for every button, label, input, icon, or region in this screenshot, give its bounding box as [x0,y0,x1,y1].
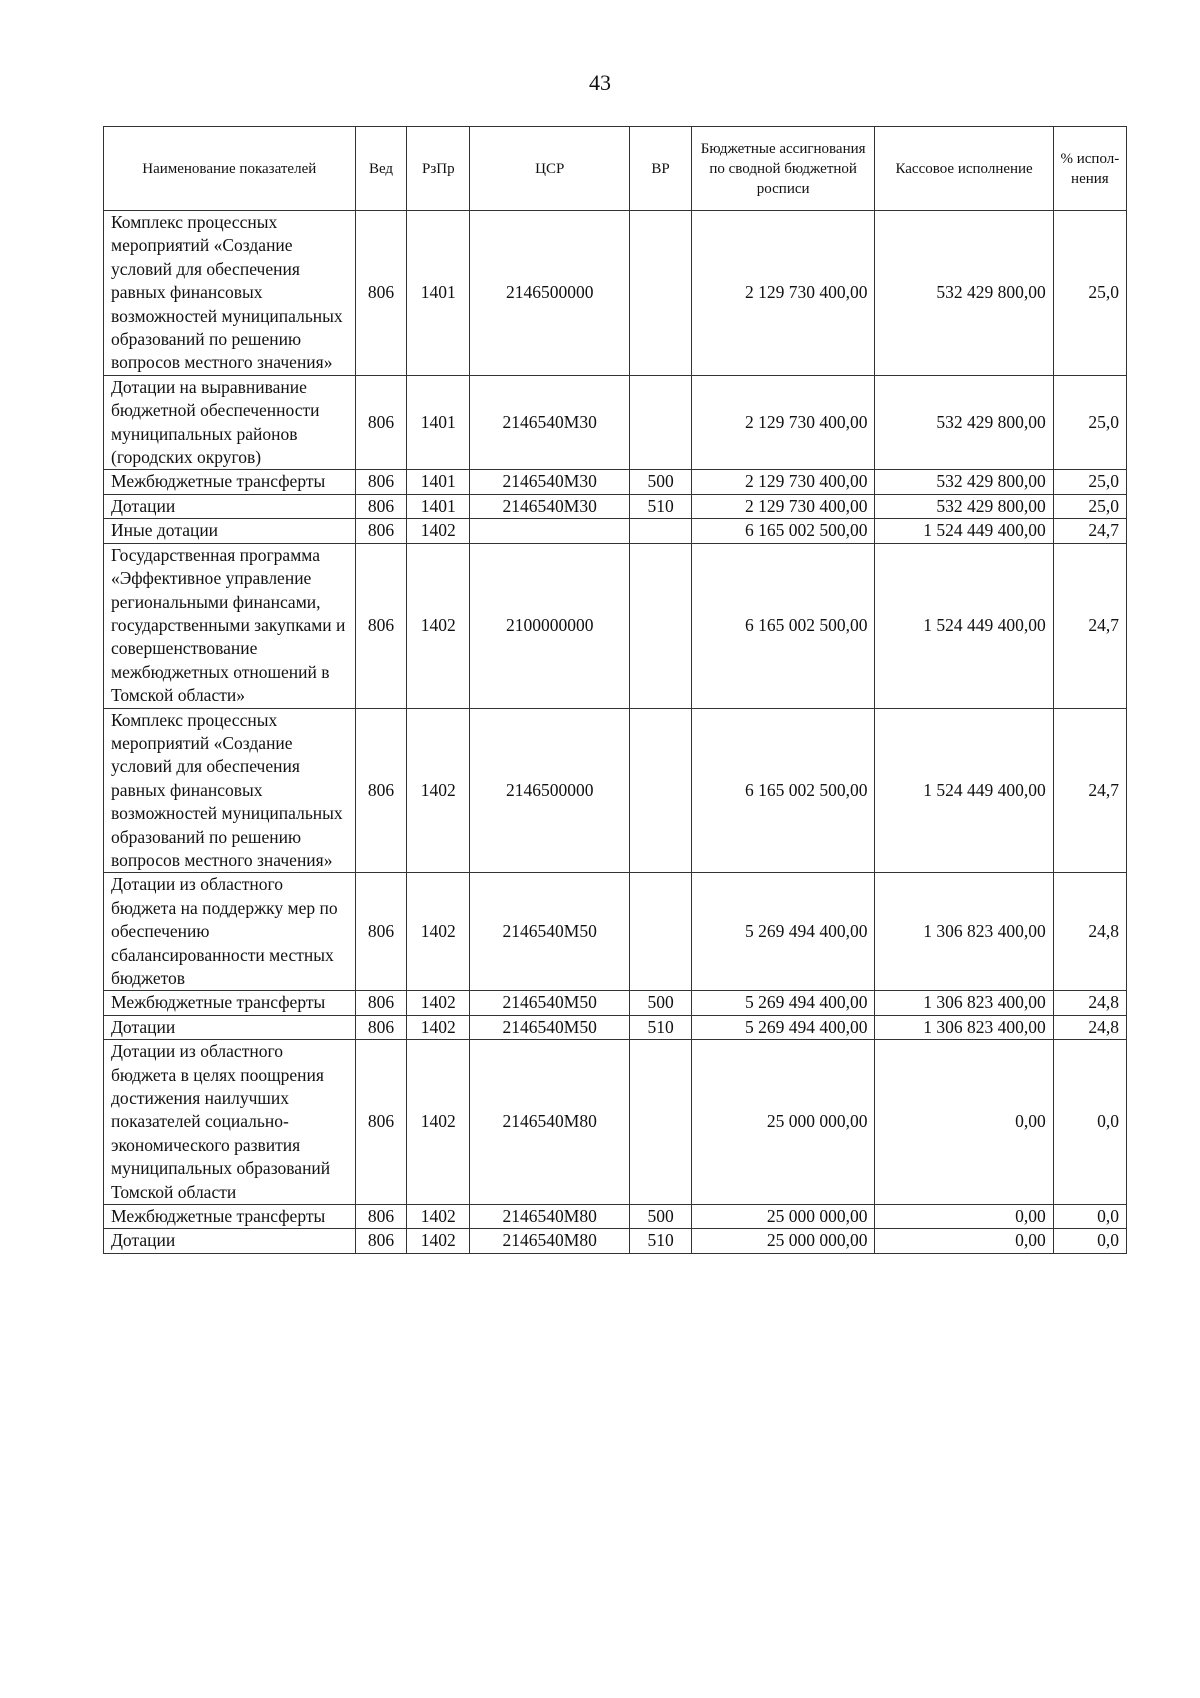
header-ved: Вед [355,127,407,211]
row-name: Государственная программа «Эффективное управление региональными финансами, государственными закупками и совершенствование межбюджетных отношений в Томской области» [104,543,356,708]
row-ved: 806 [355,470,407,494]
row-cash: 1 524 449 400,00 [875,519,1053,543]
table-row [104,543,1127,708]
row-name: Дотации [104,1229,356,1253]
row-percent: 24,7 [1053,708,1126,873]
row-ved: 806 [355,708,407,873]
row-cash: 1 306 823 400,00 [875,873,1053,991]
header-vr: ВР [630,127,692,211]
row-cash: 0,00 [875,1040,1053,1205]
row-ved: 806 [355,543,407,708]
row-csr: 2146540M50 [470,873,630,991]
row-ved: 806 [355,1040,407,1205]
row-percent: 25,0 [1053,470,1126,494]
row-name: Дотации [104,494,356,518]
row-name: Дотации из областного бюджета в целях поощрения достижения наилучших показателей социально-экономического развития муниципальных образований Томской области [104,1040,356,1205]
row-name: Дотации на выравнивание бюджетной обеспеченности муниципальных районов (городских округов) [104,375,356,470]
row-rzpr: 1402 [407,1229,470,1253]
row-percent: 25,0 [1053,375,1126,470]
row-ved: 806 [355,494,407,518]
row-cash: 532 429 800,00 [875,211,1053,376]
row-budget: 2 129 730 400,00 [691,375,875,470]
row-percent: 24,7 [1053,543,1126,708]
table-row [104,1015,1127,1039]
row-budget: 6 165 002 500,00 [691,519,875,543]
table-row [104,1040,1127,1205]
row-ved: 806 [355,375,407,470]
table-row [104,991,1127,1015]
table-row [104,470,1127,494]
header-cash: Кассовое исполнение [875,127,1053,211]
row-ved: 806 [355,873,407,991]
table-row [104,375,1127,470]
row-rzpr: 1402 [407,543,470,708]
row-vr [630,543,692,708]
row-cash: 1 306 823 400,00 [875,1015,1053,1039]
row-budget: 25 000 000,00 [691,1205,875,1229]
row-csr: 2146540M80 [470,1229,630,1253]
table-row [104,211,1127,376]
header-csr: ЦСР [470,127,630,211]
row-name: Комплекс процессных мероприятий «Создание условий для обеспечения равных финансовых возможностей муниципальных образований по решению вопросов местного значения» [104,708,356,873]
header-rzpr: РзПр [407,127,470,211]
row-vr [630,375,692,470]
row-budget: 25 000 000,00 [691,1229,875,1253]
row-name: Межбюджетные трансферты [104,470,356,494]
row-name: Межбюджетные трансферты [104,991,356,1015]
row-rzpr: 1401 [407,211,470,376]
row-budget: 2 129 730 400,00 [691,211,875,376]
header-percent: % испол-нения [1053,127,1126,211]
row-percent: 25,0 [1053,494,1126,518]
row-csr: 2146540M30 [470,494,630,518]
row-vr [630,873,692,991]
row-percent: 0,0 [1053,1040,1126,1205]
row-name: Дотации из областного бюджета на поддержку мер по обеспечению сбалансированности местных бюджетов [104,873,356,991]
row-csr: 2146540M80 [470,1205,630,1229]
row-rzpr: 1401 [407,494,470,518]
row-cash: 532 429 800,00 [875,375,1053,470]
row-ved: 806 [355,1015,407,1039]
row-percent: 24,8 [1053,991,1126,1015]
row-rzpr: 1402 [407,873,470,991]
row-name: Комплекс процессных мероприятий «Создание условий для обеспечения равных финансовых возможностей муниципальных образований по решению вопросов местного значения» [104,211,356,376]
row-csr [470,519,630,543]
row-percent: 24,8 [1053,1015,1126,1039]
row-cash: 1 524 449 400,00 [875,708,1053,873]
row-ved: 806 [355,211,407,376]
row-cash: 1 306 823 400,00 [875,991,1053,1015]
row-rzpr: 1401 [407,375,470,470]
header-name: Наименование показателей [104,127,356,211]
row-percent: 0,0 [1053,1205,1126,1229]
row-budget: 2 129 730 400,00 [691,494,875,518]
row-cash: 0,00 [875,1229,1053,1253]
row-budget: 6 165 002 500,00 [691,708,875,873]
row-cash: 0,00 [875,1205,1053,1229]
row-percent: 24,7 [1053,519,1126,543]
row-vr [630,211,692,376]
row-csr: 2146540M80 [470,1040,630,1205]
row-ved: 806 [355,1229,407,1253]
row-rzpr: 1401 [407,470,470,494]
header-budget: Бюджетные ассигнования по сводной бюджетной росписи [691,127,875,211]
row-rzpr: 1402 [407,1040,470,1205]
table-row [104,519,1127,543]
page-number: 43 [589,70,611,95]
row-cash: 1 524 449 400,00 [875,543,1053,708]
row-percent: 24,8 [1053,873,1126,991]
row-rzpr: 1402 [407,708,470,873]
row-rzpr: 1402 [407,1015,470,1039]
row-name: Иные дотации [104,519,356,543]
row-csr: 2146500000 [470,708,630,873]
row-percent: 0,0 [1053,1229,1126,1253]
row-ved: 806 [355,519,407,543]
row-rzpr: 1402 [407,519,470,543]
row-ved: 806 [355,991,407,1015]
row-csr: 2146500000 [470,211,630,376]
row-vr: 510 [630,1015,692,1039]
row-vr [630,1040,692,1205]
row-vr: 500 [630,1205,692,1229]
table-row [104,494,1127,518]
row-vr [630,519,692,543]
table-header-row [104,127,1127,211]
table-row [104,1205,1127,1229]
budget-execution-table [103,126,1127,1254]
table-row [104,708,1127,873]
row-csr: 2146540M50 [470,1015,630,1039]
row-budget: 5 269 494 400,00 [691,873,875,991]
row-vr: 510 [630,1229,692,1253]
row-name: Дотации [104,1015,356,1039]
row-csr: 2100000000 [470,543,630,708]
row-vr [630,708,692,873]
row-vr: 510 [630,494,692,518]
row-rzpr: 1402 [407,991,470,1015]
row-percent: 25,0 [1053,211,1126,376]
row-budget: 5 269 494 400,00 [691,1015,875,1039]
row-budget: 2 129 730 400,00 [691,470,875,494]
row-budget: 25 000 000,00 [691,1040,875,1205]
row-budget: 5 269 494 400,00 [691,991,875,1015]
table-row [104,1229,1127,1253]
row-ved: 806 [355,1205,407,1229]
table-row [104,873,1127,991]
row-cash: 532 429 800,00 [875,494,1053,518]
row-csr: 2146540M30 [470,470,630,494]
row-vr: 500 [630,470,692,494]
row-budget: 6 165 002 500,00 [691,543,875,708]
row-csr: 2146540M30 [470,375,630,470]
row-cash: 532 429 800,00 [875,470,1053,494]
row-name: Межбюджетные трансферты [104,1205,356,1229]
row-vr: 500 [630,991,692,1015]
row-rzpr: 1402 [407,1205,470,1229]
row-csr: 2146540M50 [470,991,630,1015]
